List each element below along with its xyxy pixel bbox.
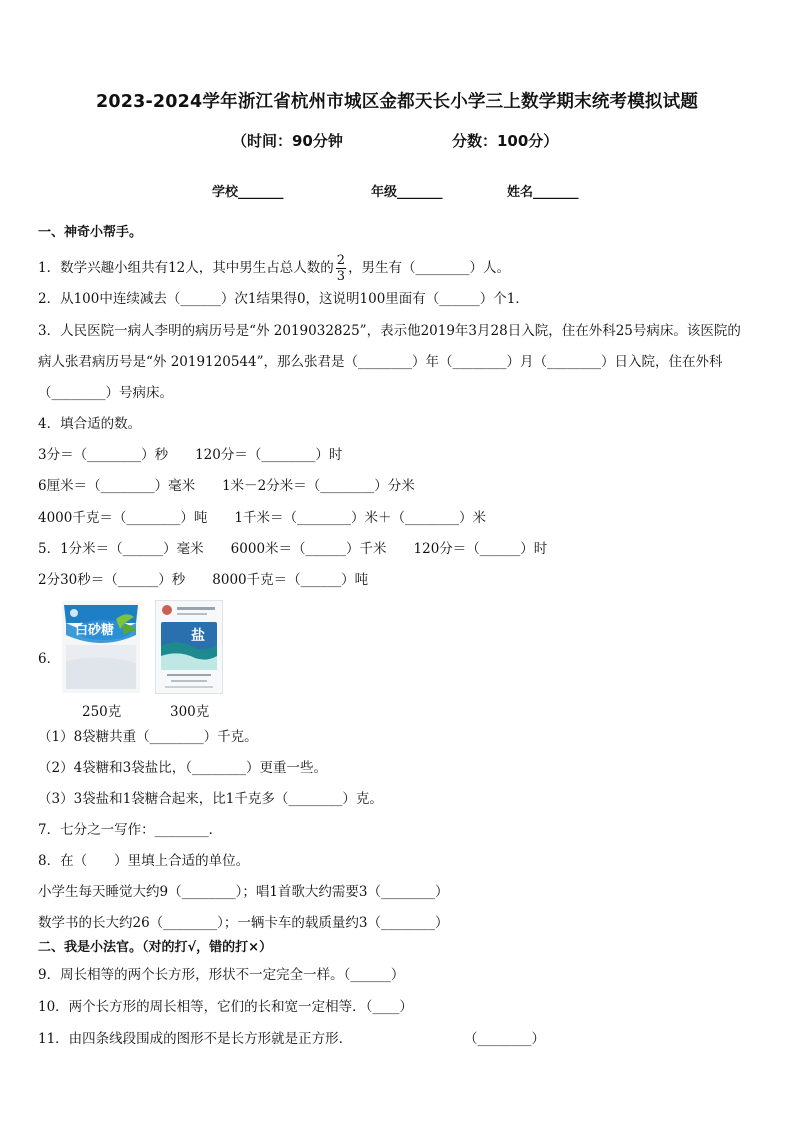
salt-package-text: 盐 — [191, 628, 205, 644]
question-1-text-pre: 1．数学兴趣小组共有12人，其中男生占总人数的 — [38, 260, 334, 276]
question-5-row-1: 5．1分米＝（______）毫米 6000米＝（______）千米 120分＝（______）时 — [38, 541, 548, 557]
question-4-row-2: 6厘米＝（________）毫米 1米－2分米＝（________）分米 — [38, 478, 415, 494]
question-3-line-3: （________）号病床。 — [38, 385, 173, 401]
school-field: 学校_______ — [212, 185, 284, 200]
question-4: 4．填合适的数。 — [38, 416, 142, 432]
sugar-weight-label: 250克 — [82, 704, 122, 720]
question-4-row-1: 3分＝（________）秒 120分＝（________）时 — [38, 447, 343, 463]
question-8-row-1: 小学生每天睡觉大约9（________）；唱1首歌大约需要3（________） — [38, 884, 449, 900]
question-10: 10．两个长方形的周长相等，它们的长和宽一定相等．（____） — [38, 999, 413, 1015]
question-6-part-2: （2）4袋糖和3袋盐比，（________）更重一些。 — [38, 760, 328, 776]
sugar-package-text: 白砂糖 — [75, 623, 115, 638]
sugar-package-image — [62, 601, 140, 693]
question-11: 11．由四条线段围成的图形不是长方形就是正方形． — [38, 1031, 353, 1047]
salt-package-image — [155, 600, 223, 694]
fraction — [336, 253, 346, 284]
grade-field: 年级_______ — [371, 185, 443, 200]
section-1-heading: 一、神奇小帮手。 — [38, 225, 143, 240]
question-3-line-2: 病人张君病历号是“外 2019120544”，那么张君是（________）年（________）月（________）日入院，住在外科 — [38, 354, 723, 370]
question-3-line-1: 3．人民医院一病人李明的病历号是“外 2019032825”，表示他2019年3月28日入院，住在外科25号病床。该医院的 — [38, 323, 741, 339]
question-8: 8．在（ ）里填上合适的单位。 — [38, 853, 250, 869]
question-6-part-1: （1）8袋糖共重（________）千克。 — [38, 729, 258, 745]
question-1-text-post: ，男生有（________）人。 — [348, 260, 511, 276]
question-6-part-3: （3）3袋盐和1袋糖合起来，比1千克多（________）克。 — [38, 791, 383, 807]
question-1 — [38, 253, 510, 284]
question-7: 7．七分之一写作：________． — [38, 822, 223, 838]
section-2-heading: 二、我是小法官。（对的打√，错的打×） — [38, 940, 273, 955]
page-title: 2023-2024学年浙江省杭州市城区金都天长小学三上数学期末统考模拟试题 — [95, 92, 699, 112]
question-9: 9．周长相等的两个长方形，形状不一定完全一样。（______） — [38, 967, 405, 983]
exam-time: （时间：90分钟 — [232, 132, 343, 150]
salt-package-icon — [155, 600, 223, 694]
fraction-denominator: 3 — [336, 269, 346, 284]
name-field: 姓名_______ — [507, 185, 579, 200]
question-4-row-3: 4000千克＝（________）吨 1千米＝（________）米＋（________）米 — [38, 510, 486, 526]
fraction-numerator: 2 — [336, 253, 346, 268]
question-11-answer-blank: （________） — [464, 1031, 545, 1047]
question-2: 2．从100中连续减去（______）次1结果得0，这说明100里面有（______）个1． — [38, 291, 529, 307]
salt-weight-label: 300克 — [170, 704, 210, 720]
exam-score: 分数：100分） — [452, 132, 559, 150]
question-6-label: 6． — [38, 651, 61, 667]
sugar-package-icon — [62, 601, 140, 693]
question-5-row-2: 2分30秒＝（______）秒 8000千克＝（______）吨 — [38, 572, 369, 588]
question-8-row-2: 数学书的长大约26（________）；一辆卡车的载质量约3（________） — [38, 915, 449, 931]
